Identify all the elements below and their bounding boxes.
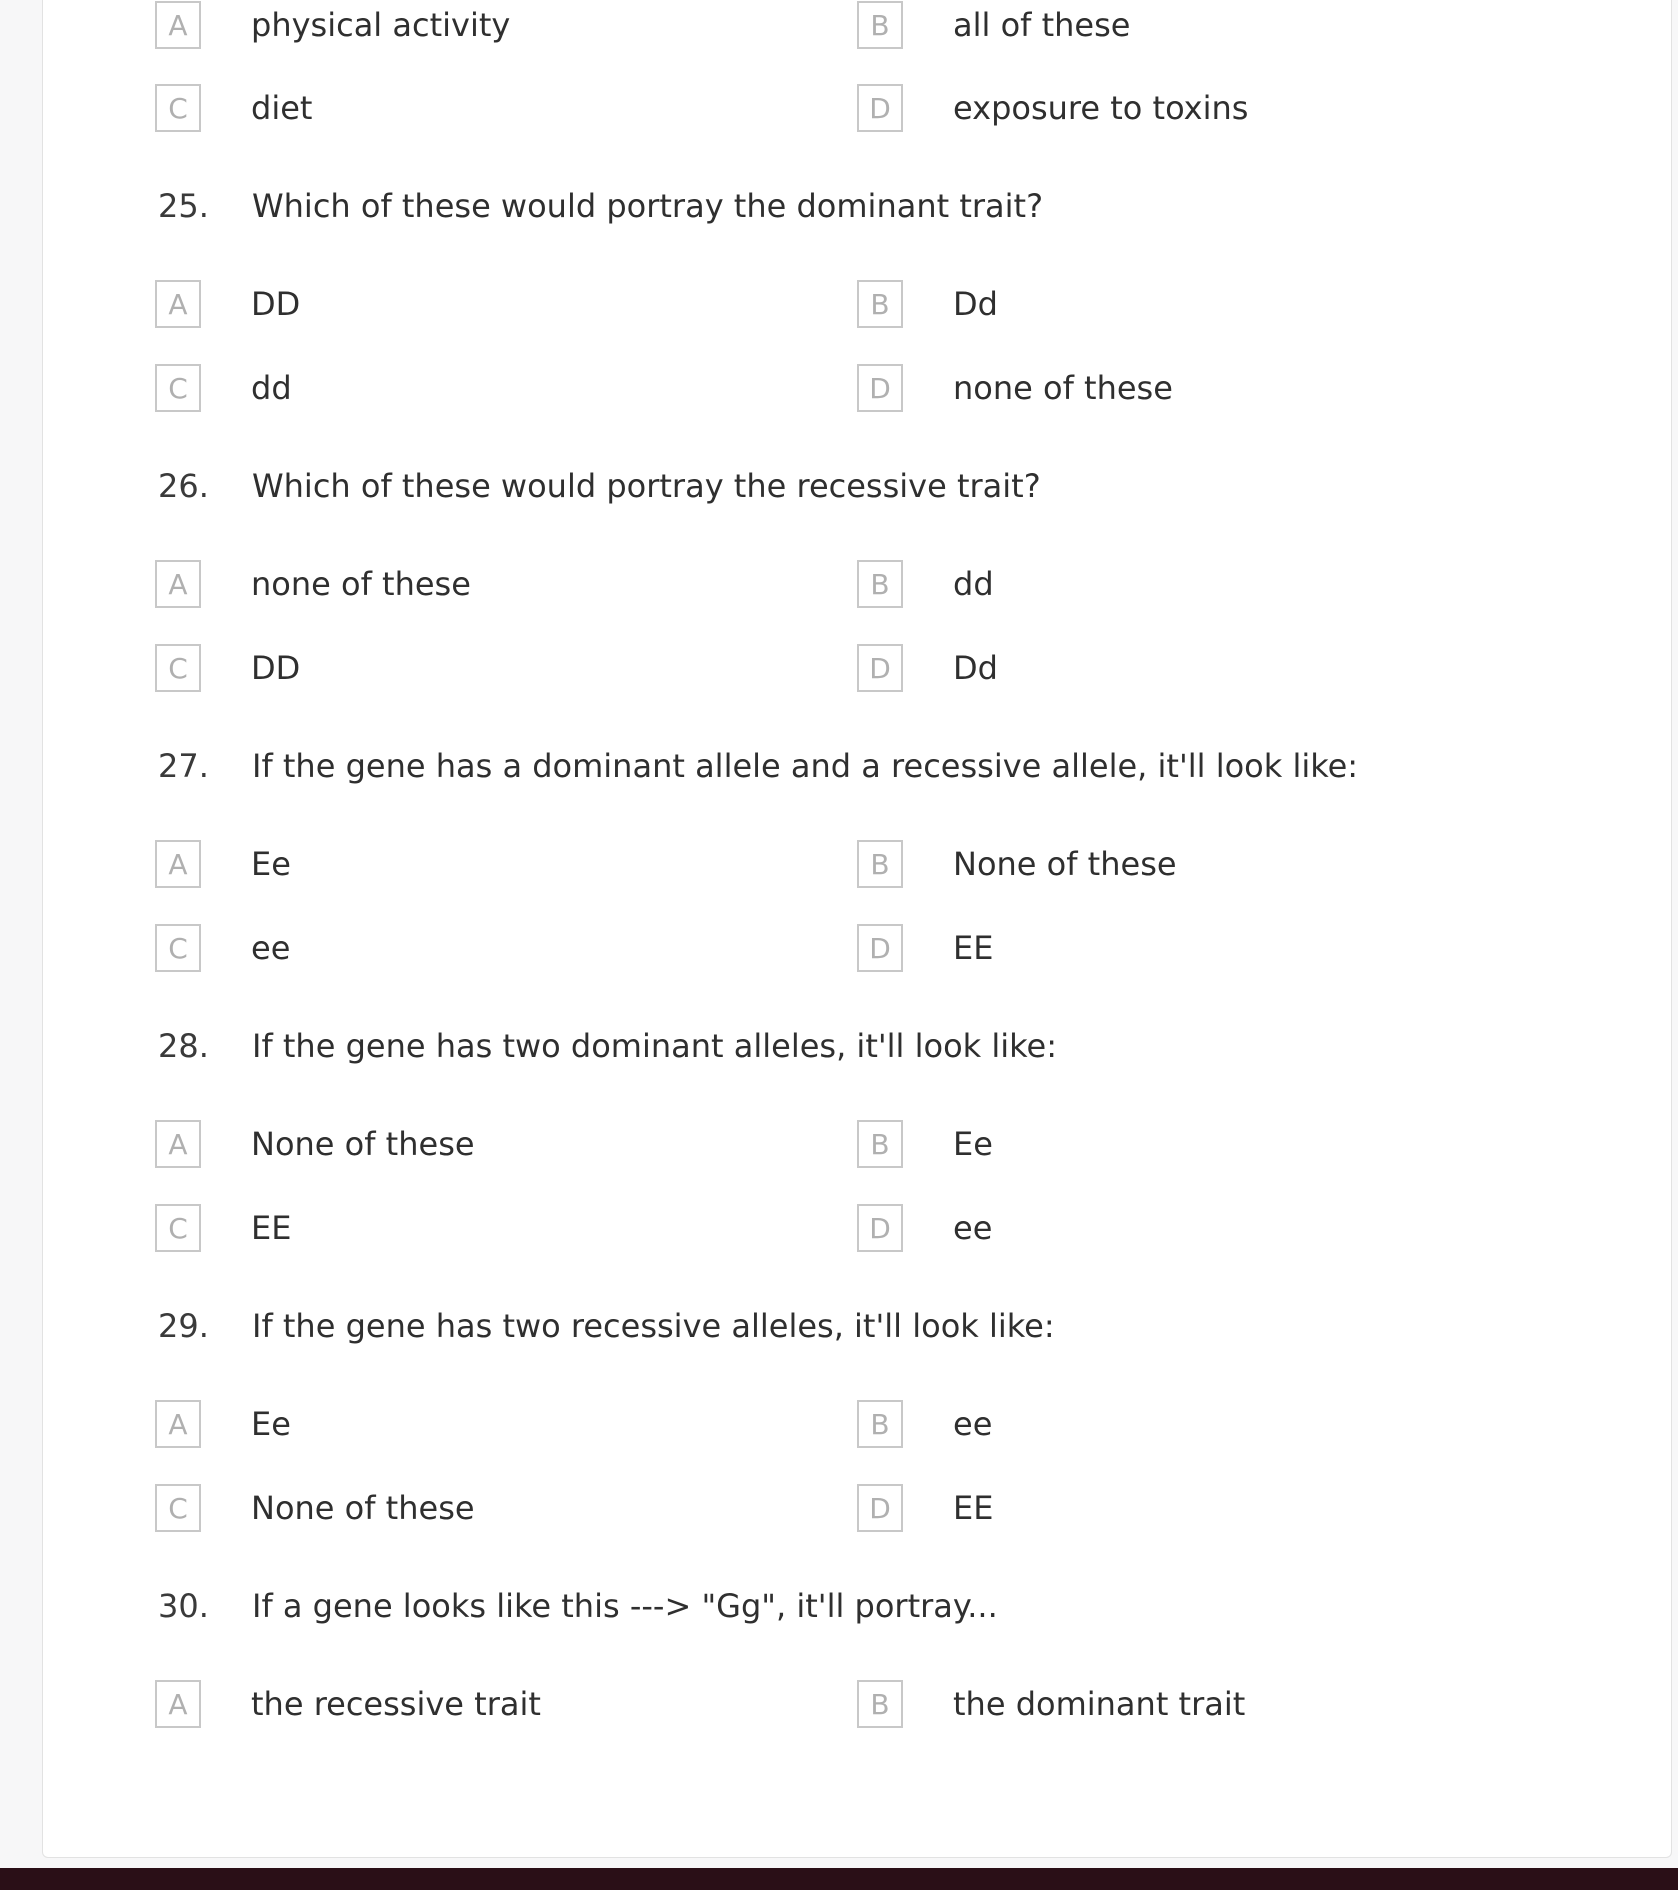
question-26 bbox=[158, 456, 1041, 516]
question-text: Which of these would portray the recessive trait? bbox=[252, 467, 1041, 505]
option-letter-box: D bbox=[857, 364, 903, 412]
question-29 bbox=[158, 1296, 1055, 1356]
option-text: DD bbox=[251, 649, 301, 687]
option-q26-a[interactable] bbox=[155, 557, 471, 611]
option-q28-d[interactable] bbox=[857, 1201, 992, 1255]
question-number: 25. bbox=[158, 187, 209, 225]
option-text: EE bbox=[953, 1489, 994, 1527]
option-q27-b[interactable] bbox=[857, 837, 1177, 891]
option-text: none of these bbox=[251, 565, 471, 603]
option-text: ee bbox=[953, 1405, 993, 1443]
option-q27-c[interactable] bbox=[155, 921, 290, 975]
option-letter-box: B bbox=[857, 1400, 903, 1448]
question-30 bbox=[158, 1576, 998, 1636]
option-q26-c[interactable] bbox=[155, 641, 300, 695]
option-letter-box: D bbox=[857, 1484, 903, 1532]
question-25 bbox=[158, 176, 1043, 236]
option-letter-box: A bbox=[155, 1120, 201, 1168]
option-letter-box: D bbox=[857, 1204, 903, 1252]
option-text: Dd bbox=[953, 285, 998, 323]
option-q29-b[interactable] bbox=[857, 1397, 992, 1451]
option-letter-box: A bbox=[155, 560, 201, 608]
option-text: exposure to toxins bbox=[953, 89, 1249, 127]
option-letter-box: C bbox=[155, 924, 201, 972]
option-q30-a[interactable] bbox=[155, 1677, 541, 1731]
option-letter-box: C bbox=[155, 644, 201, 692]
option-q24-b[interactable] bbox=[857, 0, 1130, 52]
option-text: physical activity bbox=[251, 6, 511, 44]
option-letter-box: A bbox=[155, 1680, 201, 1728]
option-q29-d[interactable] bbox=[857, 1481, 993, 1535]
option-text: None of these bbox=[251, 1489, 475, 1527]
question-number: 28. bbox=[158, 1027, 209, 1065]
option-letter-box: D bbox=[857, 924, 903, 972]
option-q27-a[interactable] bbox=[155, 837, 291, 891]
question-text: If the gene has a dominant allele and a recessive allele, it'll look like: bbox=[252, 747, 1359, 785]
option-letter-box: B bbox=[857, 840, 903, 888]
option-q29-c[interactable] bbox=[155, 1481, 475, 1535]
question-number: 30. bbox=[158, 1587, 209, 1625]
option-letter-box: C bbox=[155, 364, 201, 412]
option-text: dd bbox=[251, 369, 292, 407]
option-letter-box: A bbox=[155, 1, 201, 49]
option-text: Ee bbox=[953, 1125, 993, 1163]
option-letter-box: B bbox=[857, 1, 903, 49]
question-number: 27. bbox=[158, 747, 209, 785]
option-letter-box: C bbox=[155, 1484, 201, 1532]
question-text: If the gene has two dominant alleles, it'll look like: bbox=[252, 1027, 1057, 1065]
option-letter-box: A bbox=[155, 840, 201, 888]
option-letter-box: B bbox=[857, 1680, 903, 1728]
option-q25-d[interactable] bbox=[857, 361, 1173, 415]
option-text: DD bbox=[251, 285, 301, 323]
option-text: all of these bbox=[953, 6, 1131, 44]
option-q25-c[interactable] bbox=[155, 361, 292, 415]
question-text: Which of these would portray the dominant trait? bbox=[252, 187, 1044, 225]
option-letter-box: D bbox=[857, 84, 903, 132]
option-text: the dominant trait bbox=[953, 1685, 1246, 1723]
option-text: none of these bbox=[953, 369, 1173, 407]
option-letter-box: B bbox=[857, 560, 903, 608]
question-text: If a gene looks like this ---> "Gg", it'll portray... bbox=[252, 1587, 998, 1625]
option-q24-c[interactable] bbox=[155, 81, 312, 135]
question-number: 26. bbox=[158, 467, 209, 505]
option-letter-box: A bbox=[155, 280, 201, 328]
question-number: 29. bbox=[158, 1307, 209, 1345]
question-text: If the gene has two recessive alleles, it'll look like: bbox=[252, 1307, 1055, 1345]
option-q25-a[interactable] bbox=[155, 277, 300, 331]
option-q24-a[interactable] bbox=[155, 0, 510, 52]
option-letter-box: A bbox=[155, 1400, 201, 1448]
option-letter-box: C bbox=[155, 84, 201, 132]
option-text: Dd bbox=[953, 649, 998, 687]
question-27 bbox=[158, 736, 1358, 796]
option-text: Ee bbox=[251, 1405, 291, 1443]
option-q28-b[interactable] bbox=[857, 1117, 993, 1171]
option-text: EE bbox=[251, 1209, 292, 1247]
option-text: dd bbox=[953, 565, 994, 603]
option-q25-b[interactable] bbox=[857, 277, 998, 331]
option-text: None of these bbox=[953, 845, 1177, 883]
footer-bar bbox=[0, 1868, 1678, 1890]
option-letter-box: C bbox=[155, 1204, 201, 1252]
option-text: the recessive trait bbox=[251, 1685, 541, 1723]
option-q27-d[interactable] bbox=[857, 921, 993, 975]
option-letter-box: B bbox=[857, 1120, 903, 1168]
option-text: ee bbox=[251, 929, 291, 967]
question-28 bbox=[158, 1016, 1057, 1076]
option-letter-box: D bbox=[857, 644, 903, 692]
option-letter-box: B bbox=[857, 280, 903, 328]
option-q26-d[interactable] bbox=[857, 641, 998, 695]
option-q29-a[interactable] bbox=[155, 1397, 291, 1451]
option-text: Ee bbox=[251, 845, 291, 883]
option-text: ee bbox=[953, 1209, 993, 1247]
option-text: EE bbox=[953, 929, 994, 967]
option-q30-b[interactable] bbox=[857, 1677, 1245, 1731]
option-q28-a[interactable] bbox=[155, 1117, 475, 1171]
option-text: diet bbox=[251, 89, 313, 127]
option-text: None of these bbox=[251, 1125, 475, 1163]
option-q28-c[interactable] bbox=[155, 1201, 291, 1255]
option-q24-d[interactable] bbox=[857, 81, 1248, 135]
option-q26-b[interactable] bbox=[857, 557, 994, 611]
